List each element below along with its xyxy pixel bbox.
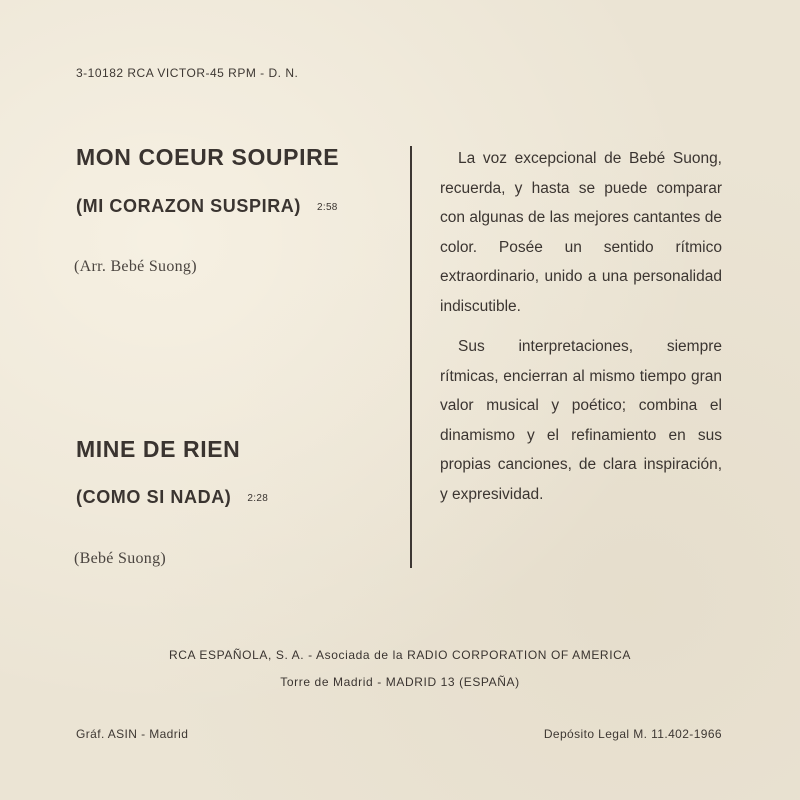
liner-notes — [440, 144, 722, 520]
legal-deposit: Depósito Legal M. 11.402-1966 — [543, 727, 722, 741]
company-line: RCA ESPAÑOLA, S. A. - Asociada de la RADIO CORPORATION OF AMERICA — [168, 648, 631, 662]
liner-notes-paragraph-1: La voz excepcional de Bebé Suong, recuerda, y hasta se puede comparar con algunas de las mejores cantantes de color. Posée un sentido rítmico extraordinario, unido a una personalidad indiscutible. — [440, 150, 722, 315]
track-2-subtitle — [76, 487, 268, 508]
track-1-subtitle-text: (MI CORAZON SUSPIRA) — [76, 196, 301, 216]
liner-notes-paragraph-2: Sus interpretaciones, siempre rítmicas, encierran al mismo tiempo gran valor musical y poético; combina el dinamismo y el refinamiento en sus propias canciones, de clara inspiración, y expresividad. — [440, 338, 722, 503]
track-1-subtitle — [76, 196, 338, 217]
track-1-title: MON COEUR SOUPIRE — [76, 144, 340, 170]
track-1-credit: (Arr. Bebé Suong) — [74, 258, 197, 275]
track-2-duration: 2:28 — [247, 493, 269, 504]
address-line: Torre de Madrid - MADRID 13 (ESPAÑA) — [280, 675, 520, 689]
track-1-duration: 2:58 — [317, 202, 338, 213]
track-2-title: MINE DE RIEN — [76, 436, 241, 462]
printer-credit: Gráf. ASIN - Madrid — [76, 727, 189, 741]
column-divider — [410, 146, 412, 568]
track-2-credit: (Bebé Suong) — [74, 550, 167, 567]
catalog-number: 3-10182 RCA VICTOR-45 RPM - D. N. — [76, 66, 299, 80]
track-2-subtitle-text: (COMO SI NADA) — [76, 487, 232, 507]
